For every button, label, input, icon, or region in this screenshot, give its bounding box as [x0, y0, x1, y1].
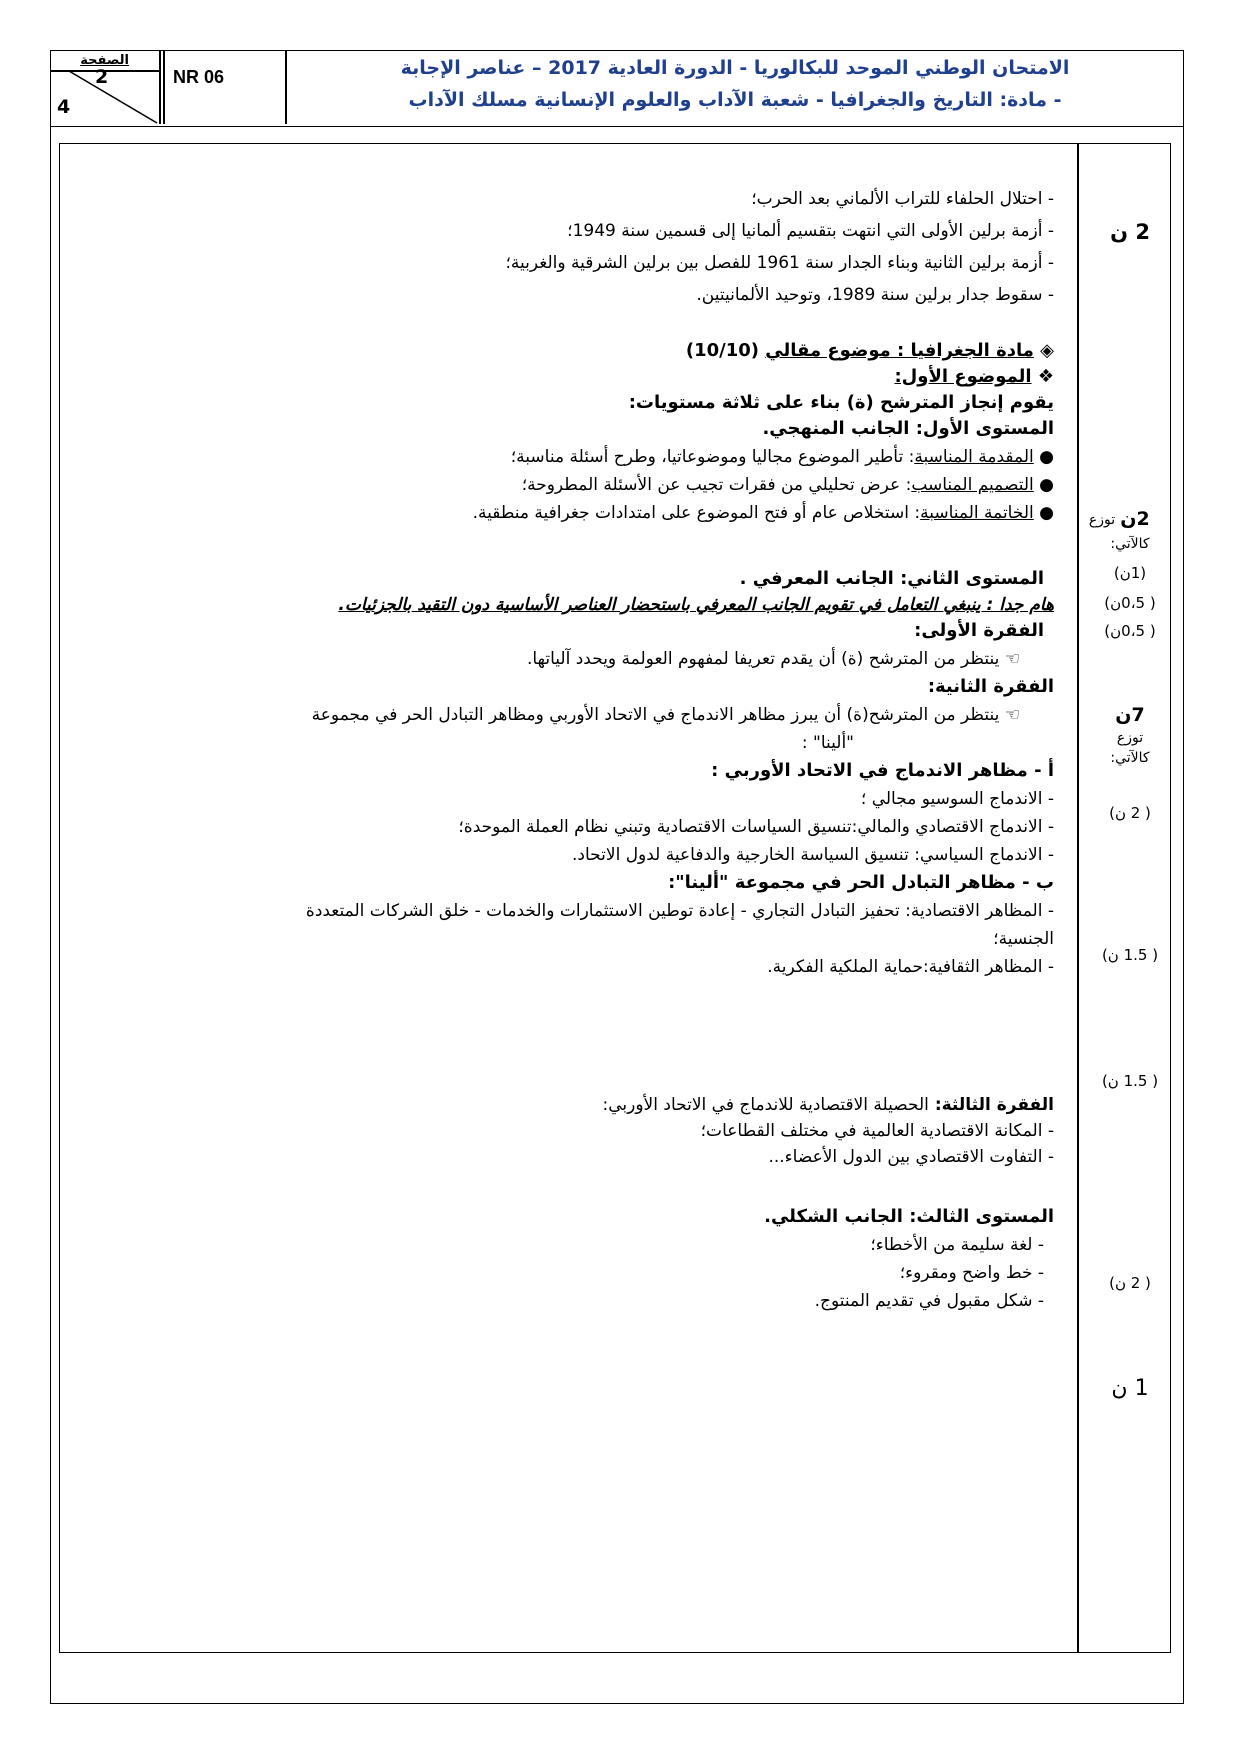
level-two-label: المستوى الثاني:	[893, 568, 1044, 589]
points-final: 1 ن	[1111, 1376, 1149, 1401]
paragraph-one-heading: الفقرة الأولى:	[914, 620, 1044, 641]
text-line: - الاندماج الاقتصادي والمالي:تنسيق السياسات الاقتصادية وتبني نظام العملة الموحدة؛	[458, 817, 1054, 837]
page-number: 2	[95, 66, 109, 88]
text-line: - شكل مقبول في تقديم المنتوج.	[814, 1291, 1044, 1311]
page-label: الصفحة	[80, 53, 129, 68]
geography-heading	[686, 340, 1054, 362]
level-one-title: الجانب المنهجي.	[762, 418, 910, 439]
levels-intro: يقوم إنجاز المترشح (ة) بناء على ثلاثة مستويات:	[628, 392, 1054, 413]
conclusion-desc: : استخلاص عام أو فتح الموضوع على امتدادات جغرافية منطقية.	[472, 503, 921, 523]
points-conclusion: ( 0،5ن)	[1104, 622, 1156, 640]
points-distribution-label-3: توزع	[1116, 730, 1144, 746]
points-intro: (1ن)	[1113, 564, 1147, 582]
points-methodology: 2ن	[1120, 508, 1150, 530]
paragraph-two-heading: الفقرة الثانية:	[927, 676, 1054, 697]
points-history: 2 ن	[1110, 220, 1150, 244]
title-line-1: الامتحان الوطني الموحد للبكالوريا - الدورة العادية 2017 – عناصر الإجابة	[400, 57, 1070, 79]
points-distribution-label-2: كالآتي:	[1110, 536, 1150, 552]
plan-label: التصميم المناسب	[911, 475, 1034, 495]
text-line: - احتلال الحلفاء للتراب الألماني بعد الحرب؛	[751, 189, 1054, 209]
exam-page	[50, 50, 1184, 1704]
text-line: - المكانة الاقتصادية العالمية في مختلف القطاعات؛	[700, 1121, 1054, 1141]
answer-table	[59, 143, 1171, 1653]
level-two-heading	[740, 568, 1044, 590]
points-paragraph-a: ( 2 ن)	[1109, 804, 1151, 822]
text-line: - الاندماج السياسي: تنسيق السياسة الخارجية والدفاعية لدول الاتحاد.	[572, 845, 1054, 865]
bullet-conclusion	[473, 502, 1054, 524]
level-one-label: المستوى الأول:	[909, 418, 1054, 439]
header	[51, 51, 1183, 127]
page-total: 4	[57, 96, 71, 118]
points-plan: ( 0،5ن)	[1104, 594, 1156, 612]
geography-label: مادة الجغرافيا :	[890, 340, 1034, 361]
paragraph-two-text-2: "ألينا" :	[801, 733, 854, 753]
conclusion-label: الخاتمة المناسبة	[920, 503, 1034, 523]
title-line-2: - مادة: التاريخ والجغرافيا - شعبة الآداب والعلوم الإنسانية مسلك الآداب	[408, 89, 1062, 111]
points-distribution-label: توزع	[1088, 512, 1116, 528]
level-three-title: الجانب الشكلي.	[764, 1206, 903, 1227]
text-line: - أزمة برلين الأولى التي انتهت بتقسيم ألمانيا إلى قسمين سنة 1949؛	[567, 221, 1054, 241]
exam-title	[287, 51, 1183, 124]
text-line: - سقوط جدار برلين سنة 1989، وتوحيد الألمانيتين.	[696, 285, 1054, 305]
first-topic-label: الموضوع الأول:	[894, 366, 1032, 387]
bullet-plan	[522, 474, 1054, 496]
geography-score: (10/10)	[685, 340, 766, 361]
points-form: ( 2 ن)	[1109, 1274, 1151, 1292]
text-line: - المظاهر الثقافية:حماية الملكية الفكرية.	[767, 957, 1054, 977]
points-knowledge: 7ن	[1115, 704, 1145, 726]
text-line: الجنسية؛	[993, 929, 1054, 949]
bullet-intro	[511, 446, 1054, 468]
paragraph-one-text: ☜ ينتظر من المترشح (ة) أن يقدم تعريفا لمفهوم العولمة ويحدد آلياتها.	[526, 649, 1020, 669]
level-two-title: الجانب المعرفي .	[739, 568, 894, 589]
exam-code: NR 06	[173, 67, 225, 87]
text-line: - المظاهر الاقتصادية: تحفيز التبادل التجاري - إعادة توطين الاستثمارات والخدمات - خلق الشركات المتعددة	[305, 901, 1054, 921]
intro-desc: : تأطير الموضوع مجاليا وموضوعاتيا، وطرح أسئلة مناسبة؛	[510, 447, 915, 467]
text-line: - لغة سليمة من الأخطاء؛	[870, 1235, 1044, 1255]
exam-code-box	[163, 51, 287, 124]
first-topic-heading	[894, 366, 1054, 388]
text-line: - الاندماج السوسيو مجالي ؛	[860, 789, 1054, 809]
page-number-box	[51, 51, 161, 124]
points-paragraph-b: ( 1.5 ن)	[1101, 946, 1159, 964]
text-line: - أزمة برلين الثانية وبناء الجدار سنة 1961 للفصل بين برلين الشرقية والغربية؛	[505, 253, 1054, 273]
intro-label: المقدمة المناسبة	[914, 447, 1034, 467]
column-divider	[1077, 144, 1079, 1652]
paragraph-three-label: الفقرة الثالثة:	[928, 1095, 1054, 1115]
section-a-heading: أ - مظاهر الاندماج في الاتحاد الأوربي :	[711, 760, 1054, 781]
diamond-bullet-icon: ◈	[1040, 340, 1054, 361]
level-three-label: المستوى الثالث:	[902, 1206, 1054, 1227]
points-distribution-label-4: كالآتي:	[1110, 750, 1150, 766]
important-note: هام جدا : ينبغي التعامل في تقويم الجانب المعرفي باستحضار العناصر الأساسية دون التقيد بالجزئيات.	[338, 595, 1054, 615]
level-one-heading	[762, 418, 1054, 440]
text-line: - التفاوت الاقتصادي بين الدول الأعضاء...	[768, 1147, 1054, 1167]
dot-bullet-icon: ●	[1033, 447, 1054, 467]
star-bullet-icon: ❖	[1037, 366, 1054, 387]
plan-desc: : عرض تحليلي من فقرات تجيب عن الأسئلة المطروحة؛	[521, 475, 912, 495]
section-b-heading: ب - مظاهر التبادل الحر في مجموعة "ألينا":	[668, 872, 1054, 893]
dot-bullet-icon: ●	[1033, 475, 1054, 495]
level-three-heading	[764, 1206, 1054, 1228]
paragraph-three-heading	[603, 1094, 1055, 1116]
dot-bullet-icon: ●	[1033, 503, 1054, 523]
points-paragraph-c: ( 1.5 ن)	[1101, 1072, 1159, 1090]
text-line: - خط واضح ومقروء؛	[899, 1263, 1044, 1283]
paragraph-three-desc: الحصيلة الاقتصادية للاندماج في الاتحاد الأوربي:	[602, 1095, 929, 1115]
paragraph-two-text: ☜ ينتظر من المترشح(ة) أن يبرز مظاهر الاندماج في الاتحاد الأوربي ومظاهر التبادل الحر في مجموعة	[311, 705, 1020, 725]
geography-type: موضوع مقالي	[765, 340, 891, 361]
